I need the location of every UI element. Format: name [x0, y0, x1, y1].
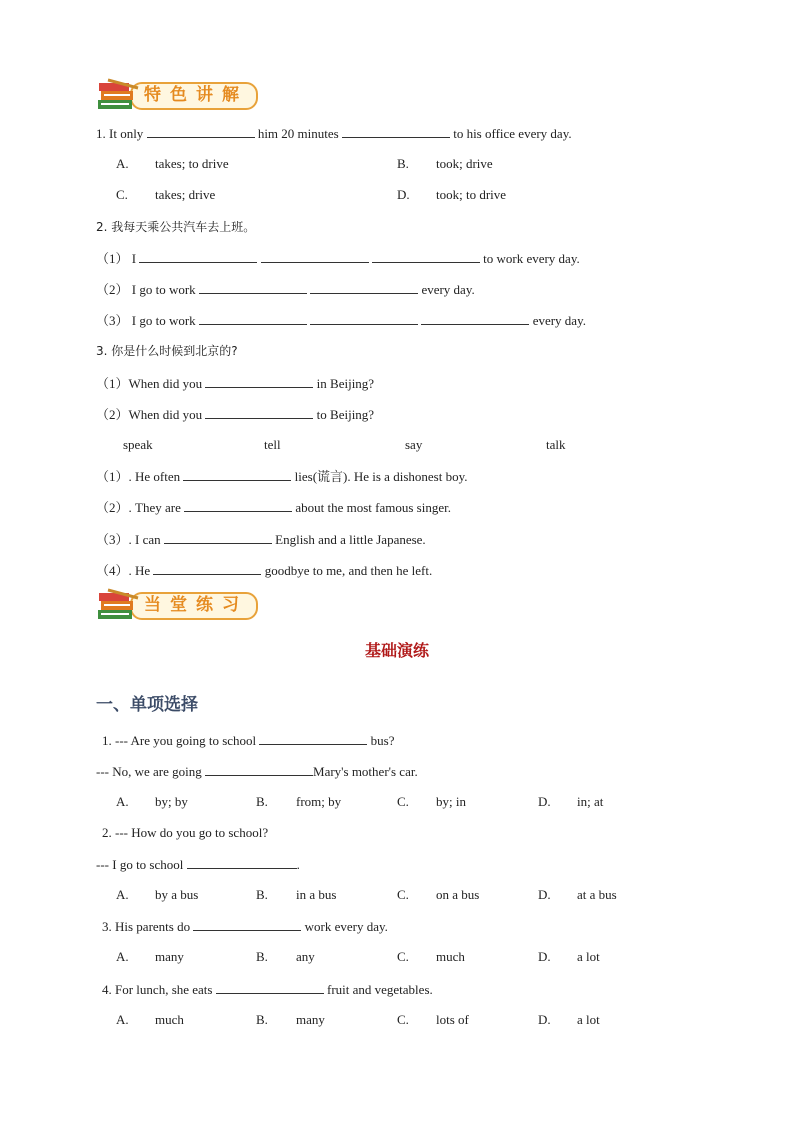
mc4-option-d[interactable]: D. [538, 1012, 551, 1027]
mc1-stem: 1. --- Are you going to school bus? [102, 733, 395, 748]
answer-blank[interactable] [153, 562, 261, 575]
answer-blank[interactable] [199, 312, 307, 325]
mc2-line2: --- I go to school . [96, 857, 300, 872]
q1-option-c[interactable]: C. [116, 187, 128, 202]
mc3-option-d[interactable]: D. [538, 949, 551, 964]
answer-blank[interactable] [139, 250, 257, 263]
mc3-option-b-text: any [296, 949, 315, 964]
center-title: 基础演练 [364, 641, 429, 660]
mc1-option-d-text: in; at [577, 794, 604, 809]
q3-item-1: （1）When did you in Beijing? [96, 376, 375, 391]
banner-title: 当堂练习 [144, 595, 248, 615]
word-bank-item: tell [264, 437, 281, 452]
mc1-option-a-text: by; by [155, 794, 188, 809]
mc2-stem: 2. --- How do you go to school? [102, 825, 269, 840]
q1-option-b-text: took; drive [436, 156, 493, 171]
mc3-option-a-text: many [155, 949, 184, 964]
mc3-option-c-text: much [436, 949, 465, 964]
q1-stem: 1. It only him 20 minutes to his office every day. [96, 126, 572, 141]
answer-blank[interactable] [342, 125, 450, 138]
mc1-option-d[interactable]: D. [538, 794, 551, 809]
mc4-option-b-text: many [296, 1012, 325, 1027]
mc2-option-c[interactable]: C. [397, 887, 409, 902]
answer-blank[interactable] [187, 856, 297, 869]
q1-option-b[interactable]: B. [397, 156, 409, 171]
mc2-option-d-text: at a bus [577, 887, 617, 902]
answer-blank[interactable] [261, 250, 369, 263]
answer-blank[interactable] [147, 125, 255, 138]
section-title: 一、单项选择 [96, 695, 198, 715]
mc4-option-a[interactable]: A. [116, 1012, 129, 1027]
mc1-option-a[interactable]: A. [116, 794, 129, 809]
mc3-option-c[interactable]: C. [397, 949, 409, 964]
banner-title: 特色讲解 [144, 85, 248, 105]
q3-title: 3. 你是什么时候到北京的? [96, 344, 238, 358]
section-banner-special [96, 78, 258, 114]
q1-option-d[interactable]: D. [397, 187, 410, 202]
mc4-option-c[interactable]: C. [397, 1012, 409, 1027]
mc1-option-c-text: by; in [436, 794, 466, 809]
mc2-option-a-text: by a bus [155, 887, 199, 902]
mc4-option-a-text: much [155, 1012, 184, 1027]
q2-item-1: （1） I to work every day. [96, 251, 580, 266]
fill-item-2: （2）. They are about the most famous singer. [96, 500, 451, 515]
q2-item-2: （2） I go to work every day. [96, 282, 475, 297]
answer-blank[interactable] [310, 312, 418, 325]
books-icon [96, 78, 142, 114]
mc3-option-b[interactable]: B. [256, 949, 268, 964]
answer-blank[interactable] [216, 981, 324, 994]
answer-blank[interactable] [310, 281, 418, 294]
mc1-option-b-text: from; by [296, 794, 342, 809]
mc1-option-c[interactable]: C. [397, 794, 409, 809]
fill-item-4: （4）. He goodbye to me, and then he left. [96, 563, 433, 578]
answer-blank[interactable] [205, 406, 313, 419]
mc2-option-b[interactable]: B. [256, 887, 268, 902]
answer-blank[interactable] [205, 375, 313, 388]
mc2-option-c-text: on a bus [436, 887, 480, 902]
mc4-option-c-text: lots of [436, 1012, 469, 1027]
mc1-line2: --- No, we are going Mary's mother's car. [96, 764, 418, 779]
mc3-option-a[interactable]: A. [116, 949, 129, 964]
q1-option-d-text: took; to drive [436, 187, 507, 202]
answer-blank[interactable] [199, 281, 307, 294]
mc2-option-b-text: in a bus [296, 887, 337, 902]
answer-blank[interactable] [205, 763, 313, 776]
mc4-option-d-text: a lot [577, 1012, 600, 1027]
mc2-option-d[interactable]: D. [538, 887, 551, 902]
mc4-stem: 4. For lunch, she eats fruit and vegetables. [102, 982, 433, 997]
mc3-option-d-text: a lot [577, 949, 600, 964]
mc2-option-a[interactable]: A. [116, 887, 129, 902]
fill-item-3: （3）. I can English and a little Japanese. [96, 532, 426, 547]
answer-blank[interactable] [259, 732, 367, 745]
q1-option-a-text: takes; to drive [155, 156, 229, 171]
answer-blank[interactable] [421, 312, 529, 325]
word-bank-item: speak [123, 437, 153, 452]
q1-option-c-text: takes; drive [155, 187, 216, 202]
q2-title: 2. 我每天乘公共汽车去上班。 [96, 220, 256, 234]
mc4-option-b[interactable]: B. [256, 1012, 268, 1027]
books-icon [96, 588, 142, 624]
q1-option-a[interactable]: A. [116, 156, 129, 171]
answer-blank[interactable] [193, 918, 301, 931]
q3-item-2: （2）When did you to Beijing? [96, 407, 375, 422]
mc1-option-b[interactable]: B. [256, 794, 268, 809]
answer-blank[interactable] [164, 531, 272, 544]
fill-item-1: （1）. He often lies(谎言). He is a dishonest boy. [96, 469, 468, 484]
answer-blank[interactable] [183, 468, 291, 481]
word-bank-item: say [405, 437, 423, 452]
answer-blank[interactable] [184, 499, 292, 512]
word-bank-item: talk [546, 437, 566, 452]
answer-blank[interactable] [372, 250, 480, 263]
mc3-stem: 3. His parents do work every day. [102, 919, 388, 934]
q2-item-3: （3） I go to work every day. [96, 313, 586, 328]
section-banner-practice [96, 588, 258, 624]
